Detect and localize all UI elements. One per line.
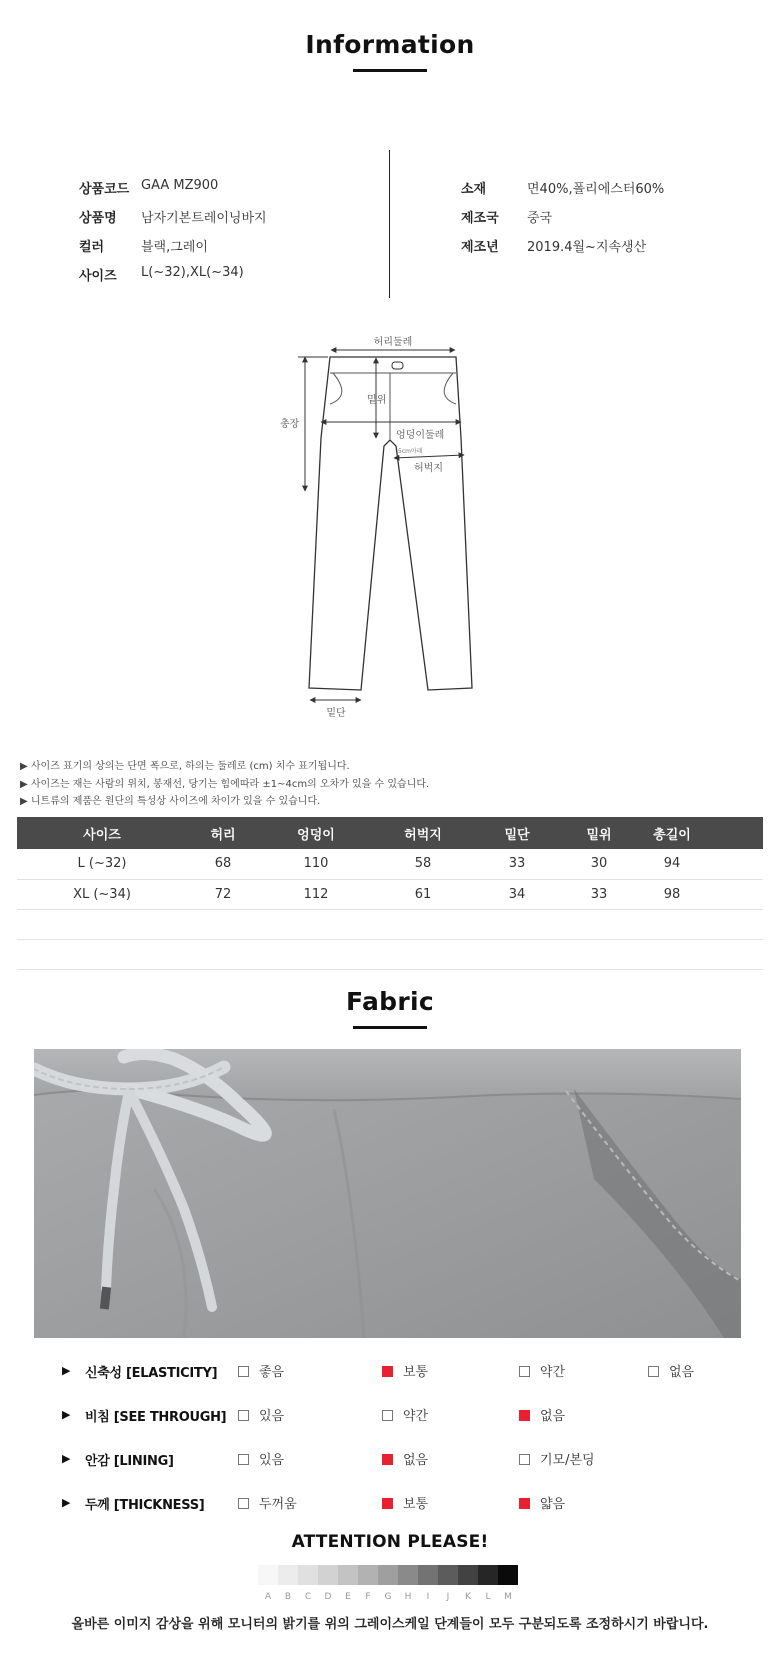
table-cell — [707, 849, 763, 879]
grayscale-letter: C — [304, 1592, 312, 1602]
information-title-underline — [353, 69, 427, 72]
grayscale-swatch — [338, 1565, 358, 1585]
manufacture-year-label: 제조년 — [461, 240, 499, 255]
table-cell — [637, 939, 707, 969]
grayscale-swatch — [398, 1565, 418, 1585]
grayscale-swatch — [478, 1565, 498, 1585]
grayscale-swatch — [318, 1565, 338, 1585]
table-cell: 110 — [259, 849, 373, 879]
header-hem: 밑단 — [473, 817, 561, 849]
grayscale-letter: H — [404, 1592, 412, 1602]
table-cell: 33 — [473, 849, 561, 879]
table-row — [17, 909, 763, 939]
checkbox-icon[interactable] — [648, 1366, 659, 1377]
checkbox-checked-icon[interactable] — [519, 1410, 530, 1421]
attribute-label-thickness: 두께 [THICKNESS] — [85, 1498, 205, 1513]
attribute-label-elasticity: 신축성 [ELASTICITY] — [85, 1366, 218, 1381]
hip-label: 엉덩이둘레 — [396, 430, 445, 441]
header-thigh: 허벅지 — [373, 817, 473, 849]
option-see-through-yes[interactable]: 있음 — [238, 1405, 284, 1424]
grayscale-swatch — [358, 1565, 378, 1585]
material-label: 소재 — [461, 182, 487, 197]
checkbox-icon[interactable] — [238, 1366, 249, 1377]
product-code-value: GAA MZ900 — [141, 178, 219, 193]
size-note-3: ▶ 니트류의 제품은 원단의 특성상 사이즈에 차이가 있을 수 있습니다. — [20, 796, 321, 807]
total-length-label: 총장 — [280, 419, 300, 430]
table-cell — [17, 939, 187, 969]
product-name-label: 상품명 — [79, 211, 117, 226]
thigh-label: 허벅지 — [414, 463, 443, 474]
waist-label: 허리둘레 — [373, 337, 413, 348]
table-cell — [17, 909, 187, 939]
manufacture-year-value: 2019.4월~지속생산 — [527, 240, 647, 255]
table-cell — [707, 879, 763, 909]
grayscale-letter: D — [324, 1592, 332, 1602]
size-label: 사이즈 — [79, 269, 117, 284]
fabric-title-underline — [353, 1026, 427, 1029]
table-cell: XL (~34) — [17, 879, 187, 909]
table-cell — [473, 909, 561, 939]
fabric-photo-illustration — [34, 1049, 741, 1338]
checkbox-icon[interactable] — [519, 1366, 530, 1377]
checkbox-icon[interactable] — [382, 1410, 393, 1421]
grayscale-letter: B — [284, 1592, 292, 1602]
header-rise: 밑위 — [561, 817, 637, 849]
header-total-length: 총길이 — [637, 817, 707, 849]
table-cell: 61 — [373, 879, 473, 909]
grayscale-swatch — [438, 1565, 458, 1585]
option-elasticity-good[interactable]: 좋음 — [238, 1361, 284, 1380]
option-see-through-slight[interactable]: 약간 — [382, 1405, 428, 1424]
table-cell: 112 — [259, 879, 373, 909]
grayscale-letter: J — [446, 1592, 450, 1602]
header-blank — [707, 817, 763, 849]
checkbox-checked-icon[interactable] — [519, 1498, 530, 1509]
table-cell — [707, 939, 763, 969]
info-divider — [389, 150, 390, 298]
table-cell — [637, 909, 707, 939]
attribute-label-lining: 안감 [LINING] — [85, 1454, 174, 1469]
table-cell — [473, 939, 561, 969]
option-lining-yes[interactable]: 있음 — [238, 1449, 284, 1468]
checkbox-checked-icon[interactable] — [382, 1498, 393, 1509]
product-name-value: 남자기본트레이닝바지 — [141, 211, 267, 226]
table-cell: 68 — [187, 849, 259, 879]
size-note-2: ▶ 사이즈는 재는 사람의 위치, 봉재선, 당기는 힘에따라 ±1~4cm의 오차가 있을 수 있습니다. — [20, 779, 430, 790]
product-code-label: 상품코드 — [79, 182, 130, 197]
grayscale-letter: M — [504, 1592, 512, 1602]
size-table — [17, 817, 763, 970]
header-waist: 허리 — [187, 817, 259, 849]
monitor-brightness-note: 올바른 이미지 감상을 위해 모니터의 밝기를 위의 그레이스케일 단계들이 모두 구분되도록 조정하시기 바랍니다. — [71, 1617, 709, 1632]
attribute-label-see-through: 비침 [SEE THROUGH] — [85, 1410, 227, 1425]
size-value: L(~32),XL(~34) — [141, 265, 244, 280]
country-value: 중국 — [527, 211, 553, 226]
material-value: 면40%,폴리에스터60% — [527, 182, 665, 197]
country-label: 제조국 — [461, 211, 499, 226]
small-label: 5cm아래 — [398, 448, 423, 455]
option-thickness-thin[interactable]: 얇음 — [519, 1493, 565, 1512]
fabric-title: Fabric — [346, 987, 434, 1016]
table-cell — [561, 909, 637, 939]
table-cell: 58 — [373, 849, 473, 879]
grayscale-swatch — [498, 1565, 518, 1585]
table-cell — [561, 939, 637, 969]
grayscale-swatch — [418, 1565, 438, 1585]
option-thickness-thick[interactable]: 두꺼움 — [238, 1493, 297, 1512]
grayscale-letter: A — [264, 1592, 272, 1602]
grayscale-letter: K — [465, 1592, 471, 1602]
grayscale-letter: F — [365, 1592, 371, 1602]
option-elasticity-normal[interactable]: 보통 — [382, 1361, 428, 1380]
grayscale-letter: I — [426, 1592, 430, 1602]
color-value: 블랙,그레이 — [141, 240, 208, 255]
pants-size-diagram — [260, 328, 520, 718]
grayscale-swatch — [298, 1565, 318, 1585]
table-cell — [259, 939, 373, 969]
checkbox-checked-icon[interactable] — [382, 1454, 393, 1465]
table-cell — [373, 939, 473, 969]
size-note-1: ▶ 사이즈 표기의 상의는 단면 폭으로, 하의는 둘레로 (cm) 치수 표기됩니다. — [20, 761, 350, 772]
table-cell: 34 — [473, 879, 561, 909]
table-cell: 30 — [561, 849, 637, 879]
option-elasticity-slight[interactable]: 약간 — [519, 1361, 565, 1380]
header-hip: 엉덩이 — [259, 817, 373, 849]
checkbox-icon[interactable] — [519, 1454, 530, 1465]
checkbox-icon[interactable] — [238, 1410, 249, 1421]
table-row — [17, 879, 763, 909]
grayscale-letter: G — [384, 1592, 392, 1602]
table-cell — [373, 909, 473, 939]
grayscale-letter: E — [345, 1592, 351, 1602]
table-cell: 33 — [561, 879, 637, 909]
color-label: 컬러 — [79, 240, 105, 255]
size-table-header — [17, 817, 763, 849]
header-size: 사이즈 — [17, 817, 187, 849]
table-cell: 72 — [187, 879, 259, 909]
option-thickness-normal[interactable]: 보통 — [382, 1493, 428, 1512]
arrow-icon: ▶ — [62, 1408, 71, 1421]
table-cell — [187, 909, 259, 939]
checkbox-icon[interactable] — [238, 1454, 249, 1465]
attention-title: ATTENTION PLEASE! — [291, 1532, 489, 1552]
grayscale-swatch — [258, 1565, 278, 1585]
table-cell — [187, 939, 259, 969]
grayscale-swatch — [378, 1565, 398, 1585]
option-lining-fleece-bonding[interactable]: 기모/본딩 — [519, 1449, 595, 1468]
information-title: Information — [305, 30, 475, 59]
table-cell: 98 — [637, 879, 707, 909]
rise-label: 밑위 — [367, 395, 387, 406]
arrow-icon: ▶ — [62, 1452, 71, 1465]
option-see-through-none[interactable]: 없음 — [519, 1405, 565, 1424]
table-row — [17, 849, 763, 879]
grayscale-swatch — [458, 1565, 478, 1585]
table-cell: L (~32) — [17, 849, 187, 879]
grayscale-swatch — [278, 1565, 298, 1585]
table-cell: 94 — [637, 849, 707, 879]
table-row — [17, 939, 763, 969]
arrow-icon: ▶ — [62, 1496, 71, 1509]
table-cell — [707, 909, 763, 939]
option-lining-none[interactable]: 없음 — [382, 1449, 428, 1468]
grayscale-letter: L — [485, 1592, 491, 1602]
fabric-photo — [34, 1049, 741, 1338]
arrow-icon: ▶ — [62, 1364, 71, 1377]
checkbox-icon[interactable] — [238, 1498, 249, 1509]
option-elasticity-none[interactable]: 없음 — [648, 1361, 694, 1380]
hem-label: 밑단 — [326, 708, 346, 718]
table-cell — [259, 909, 373, 939]
checkbox-checked-icon[interactable] — [382, 1366, 393, 1377]
